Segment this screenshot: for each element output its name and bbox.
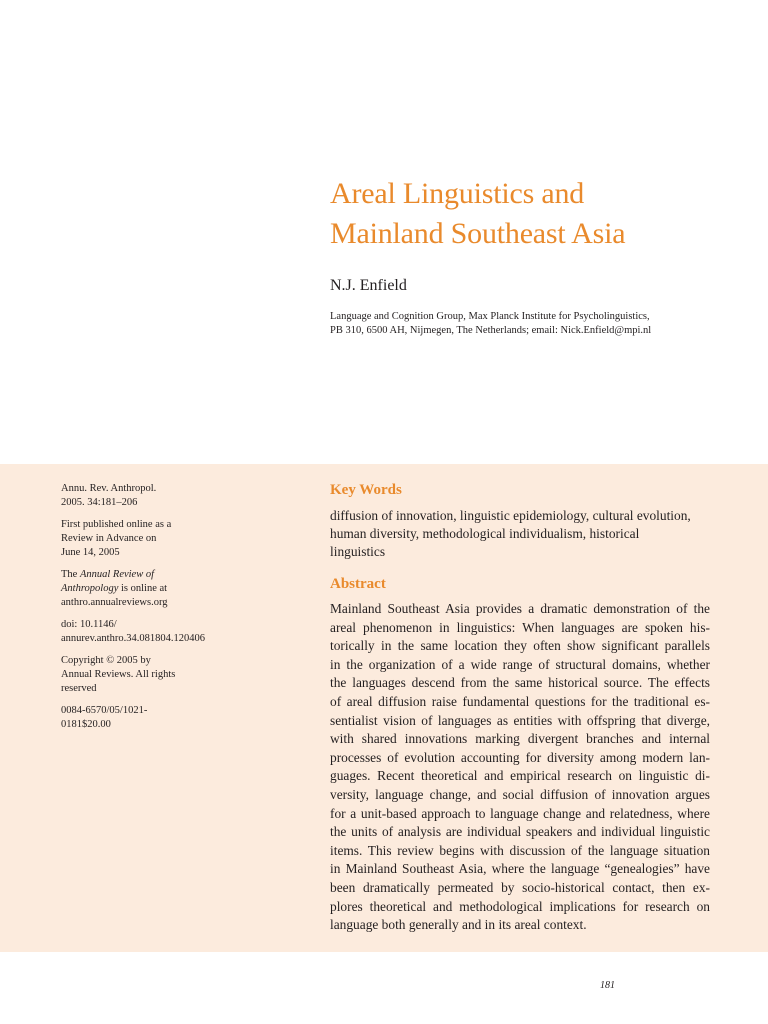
copyright-line: Annual Reviews. All rights (61, 669, 176, 680)
journal-name: Anthropology (61, 583, 119, 594)
margin-notes (61, 482, 261, 740)
abstract-line: for a unit-based approach to language change and relatedness, where (330, 805, 710, 821)
key-words-heading: Key Words (330, 482, 402, 498)
online-line (61, 582, 261, 596)
copyright-line: reserved (61, 683, 97, 694)
online-line (61, 568, 261, 582)
abstract-line: processes of evolution accounting for diversity among modern lan- (330, 749, 710, 765)
doi-line: doi: 10.1146/ (61, 619, 117, 630)
first-published-line: Review in Advance on (61, 533, 157, 544)
issn-line: 0084-6570/05/1021- (61, 705, 148, 716)
online-note (61, 568, 261, 610)
page-number: 181 (600, 980, 615, 991)
key-words-line: diffusion of innovation, linguistic epidemiology, cultural evolution, (330, 508, 691, 523)
abstract-line: areal phenomenon in linguistics: When languages are spoken his- (330, 619, 710, 635)
author-name: N.J. Enfield (330, 277, 407, 294)
journal-url: anthro.annualreviews.org (61, 597, 168, 608)
journal-name: Annual Review of (79, 569, 155, 580)
abstract-line: with shared innovations marking divergent branches and internal (330, 731, 710, 747)
affiliation-line-2: PB 310, 6500 AH, Nijmegen, The Netherlands; email: Nick.Enfield@mpi.nl (330, 325, 652, 336)
online-prefix: The (61, 569, 80, 580)
abstract-heading: Abstract (330, 576, 386, 592)
first-published-line: First published online as a (61, 519, 172, 530)
abstract-line: of areal diffusion raise fundamental questions for the traditional es- (330, 693, 710, 709)
affiliation-line-1: Language and Cognition Group, Max Planck Institute for Psycholinguistics, (330, 311, 650, 322)
abstract-line: the languages descend from the same historical source. The effects (330, 675, 710, 691)
article-title (330, 174, 750, 254)
issn-line: 0181$20.00 (61, 719, 111, 730)
abstract-line: language both generally and in its areal context. (330, 917, 587, 933)
key-words-line: linguistics (330, 544, 386, 559)
first-published-line: June 14, 2005 (61, 547, 120, 558)
author-affiliation (330, 310, 730, 338)
issn-note (61, 704, 261, 732)
abstract-text (330, 600, 710, 935)
article-title-line-1: Areal Linguistics and (330, 177, 585, 210)
first-published-note (61, 518, 261, 560)
abstract-line: plores theoretical and methodological implications for research on (330, 898, 710, 914)
doi-line: annurev.anthro.34.081804.120406 (61, 633, 205, 644)
online-suffix: is online at (118, 583, 168, 594)
abstract-line: sentialist vision of languages as entities with offspring that diverge, (330, 712, 710, 728)
citation-line: Annu. Rev. Anthropol. (61, 483, 157, 494)
abstract-line: the units of analysis are individual speakers and individual linguistic (330, 824, 710, 840)
key-words-text (330, 507, 720, 561)
abstract-line: guages. Recent theoretical and empirical research on linguistic di- (330, 768, 710, 784)
abstract-line: items. This review begins with discussion of the language situation (330, 842, 710, 858)
abstract-line: Mainland Southeast Asia provides a dramatic demonstration of the (330, 601, 710, 616)
citation-note (61, 482, 261, 510)
abstract-line: been dramatically permeated by socio-historical contact, then ex- (330, 879, 710, 895)
key-words-line: human diversity, methodological individualism, historical (330, 526, 640, 541)
article-title-line-2: Mainland Southeast Asia (330, 217, 626, 250)
copyright-line: Copyright © 2005 by (61, 655, 151, 666)
abstract-line: torically in the same location they often show significant parallels (330, 638, 710, 654)
abstract-line: in Mainland Southeast Asia, where the language “genealogies” have (330, 861, 710, 877)
abstract-line: in the organization of a wide range of structural domains, whether (330, 656, 710, 672)
copyright-note (61, 654, 261, 696)
abstract-line: versity, language change, and social diffusion of innovation argues (330, 786, 710, 802)
citation-line: 2005. 34:181–206 (61, 497, 138, 508)
doi-note (61, 618, 261, 646)
